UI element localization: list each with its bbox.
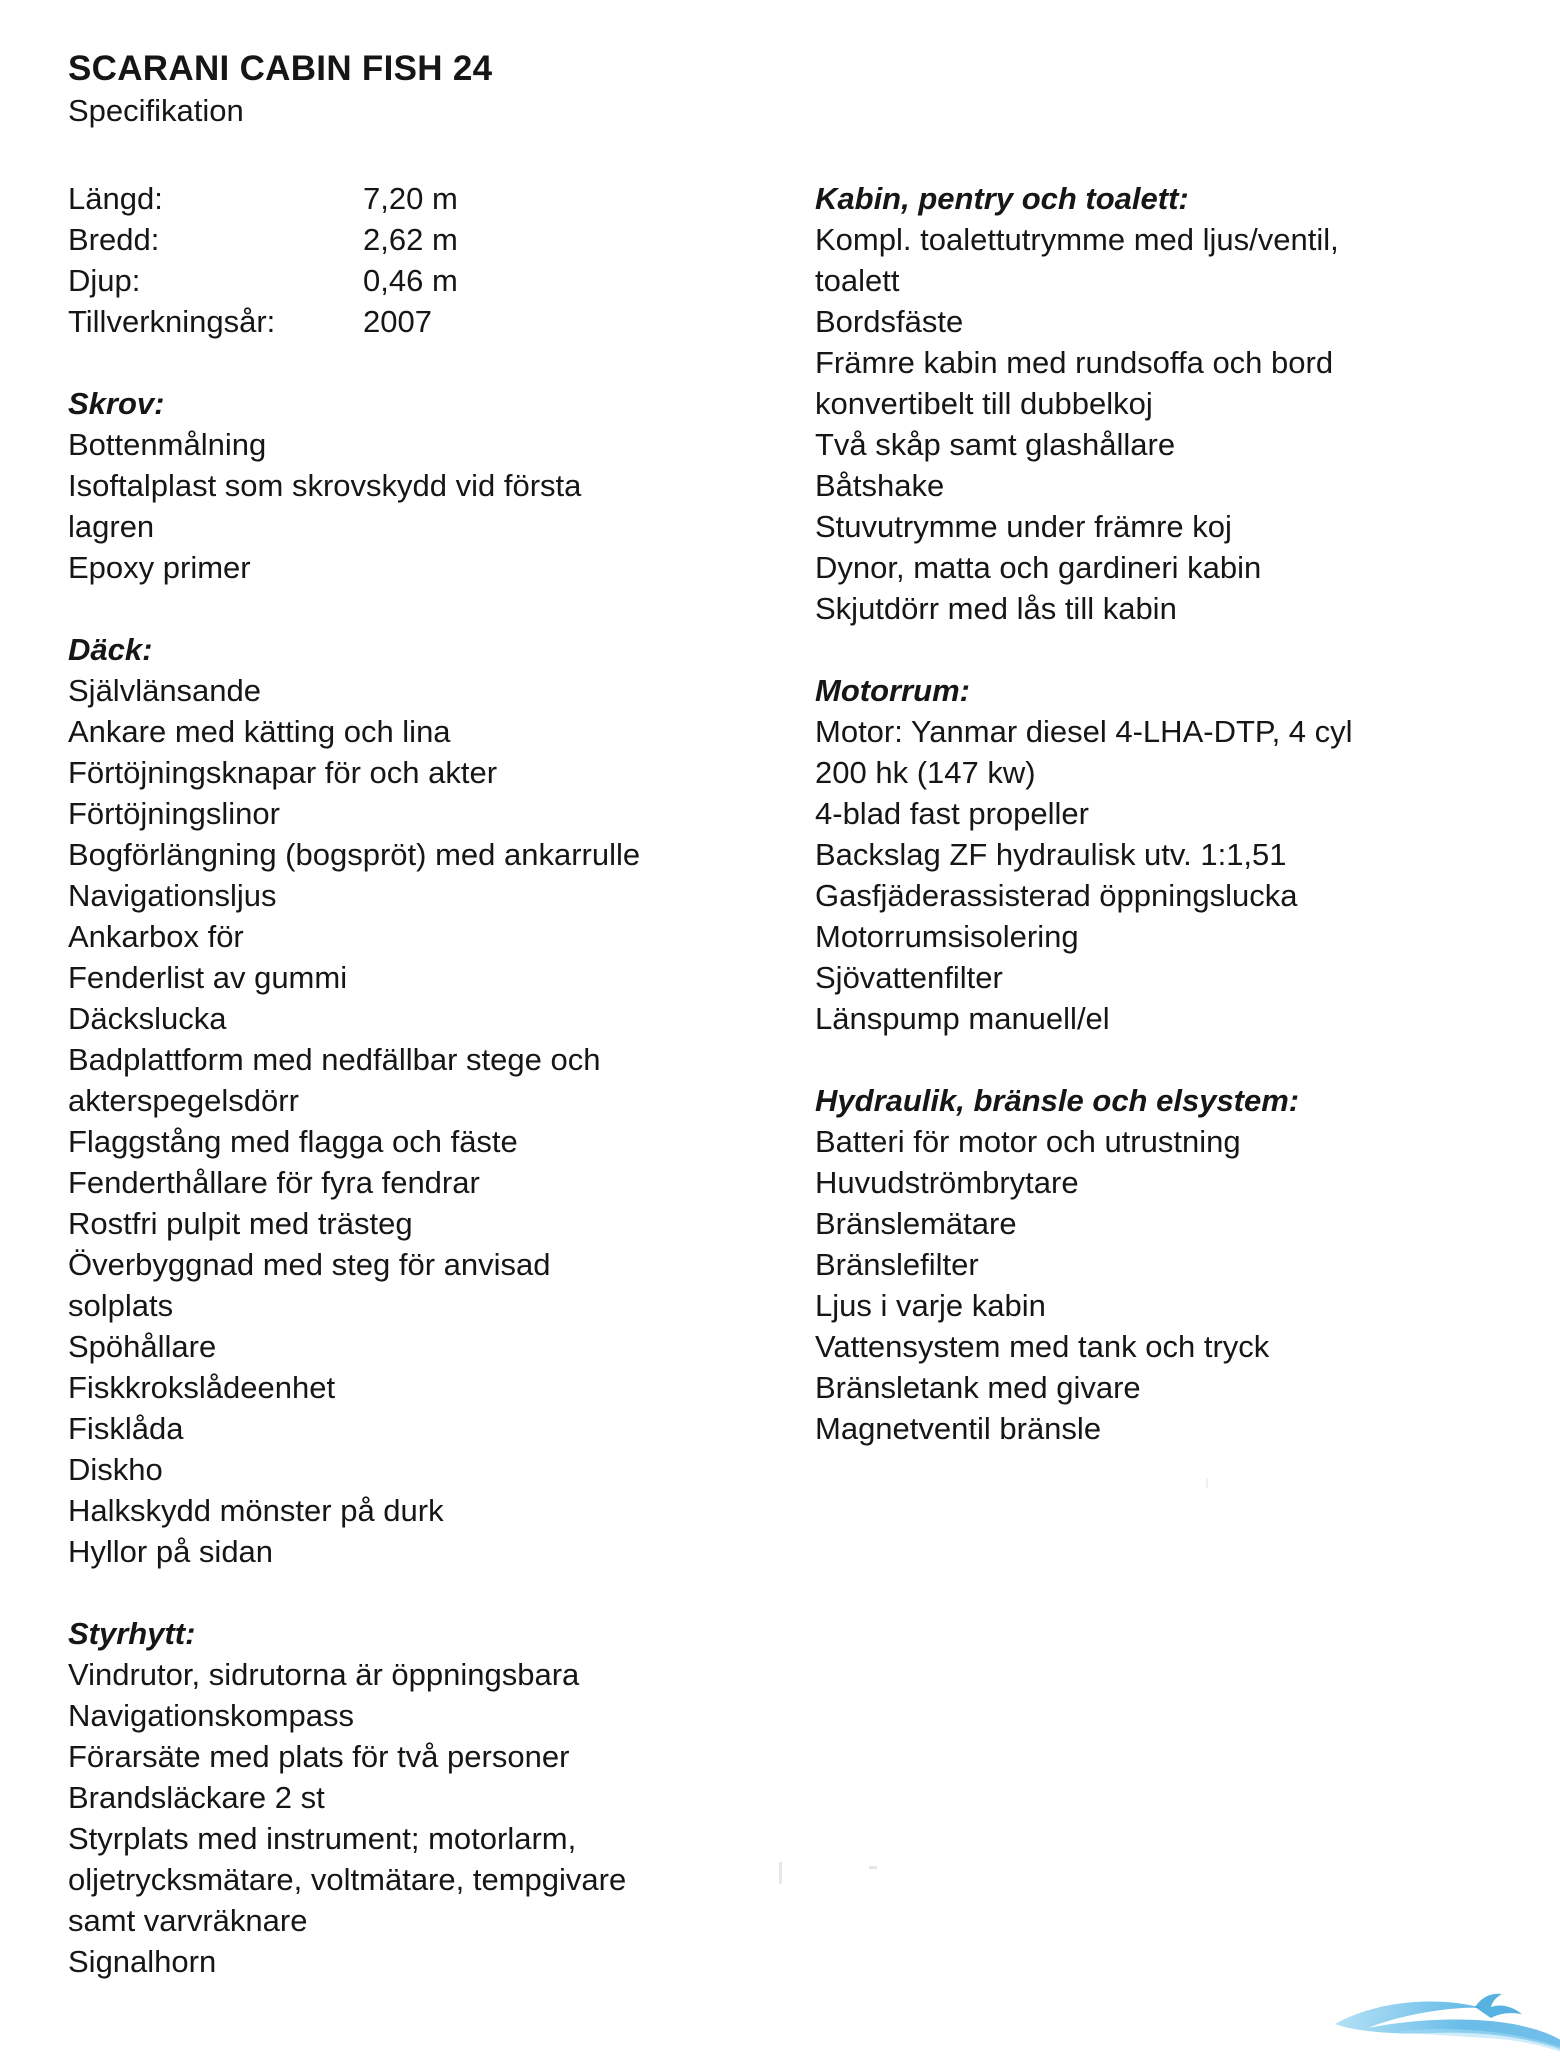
spec-section bbox=[68, 383, 815, 588]
spec-item: Gasfjäderassisterad öppningslucka bbox=[815, 878, 1298, 913]
spec-item: Navigationskompass bbox=[68, 1698, 355, 1733]
spec-item: Hyllor på sidan bbox=[68, 1534, 274, 1569]
spec-item: Vindrutor, sidrutorna är öppningsbara bbox=[68, 1657, 580, 1692]
wave-swoosh-icon bbox=[1333, 1984, 1560, 2054]
spec-value: 2,62 m bbox=[363, 222, 458, 257]
scan-artifact bbox=[779, 1862, 782, 1884]
spec-item: Flaggstång med flagga och fäste bbox=[68, 1124, 518, 1159]
spec-item: Stuvutrymme under främre koj bbox=[815, 509, 1232, 544]
spec-item: Två skåp samt glashållare bbox=[815, 427, 1176, 462]
left-sections bbox=[68, 383, 815, 1982]
spec-item: Vattensystem med tank och tryck bbox=[815, 1329, 1270, 1364]
spec-item: Förarsäte med plats för två personer bbox=[68, 1739, 570, 1774]
spec-item: Isoftalplast som skrovskydd vid första bbox=[68, 468, 582, 503]
spec-item: Länspump manuell/el bbox=[815, 1001, 1110, 1036]
spec-row bbox=[68, 260, 815, 301]
left-column bbox=[68, 178, 815, 1982]
spec-item: Däckslucka bbox=[68, 1001, 227, 1036]
section-heading: Kabin, pentry och toalett: bbox=[815, 181, 1189, 216]
spec-item: Ankare med kätting och lina bbox=[68, 714, 451, 749]
spec-row bbox=[68, 301, 815, 342]
spec-item: toalett bbox=[815, 263, 900, 298]
spec-row bbox=[68, 178, 815, 219]
spec-item: Båtshake bbox=[815, 468, 945, 503]
spec-section bbox=[815, 670, 1515, 1039]
spec-item: Överbyggnad med steg för anvisad bbox=[68, 1247, 551, 1282]
spec-section bbox=[815, 1080, 1515, 1449]
spec-item: Motorrumsisolering bbox=[815, 919, 1079, 954]
spec-item: samt varvräknare bbox=[68, 1903, 308, 1938]
spec-item: Navigationsljus bbox=[68, 878, 277, 913]
spec-item: 200 hk (147 kw) bbox=[815, 755, 1036, 790]
scan-artifact bbox=[1206, 1478, 1208, 1488]
right-column bbox=[815, 178, 1515, 1449]
spec-item: Ljus i varje kabin bbox=[815, 1288, 1046, 1323]
document-header bbox=[68, 48, 1560, 131]
spec-item: Badplattform med nedfällbar stege och bbox=[68, 1042, 601, 1077]
spec-item: Självlänsande bbox=[68, 673, 262, 708]
spec-item: Backslag ZF hydraulisk utv. 1:1,51 bbox=[815, 837, 1287, 872]
spec-item: Kompl. toalettutrymme med ljus/ventil, bbox=[815, 222, 1339, 257]
spec-item: Halkskydd mönster på durk bbox=[68, 1493, 444, 1528]
spec-item: Sjövattenfilter bbox=[815, 960, 1003, 995]
dimensions-table bbox=[68, 178, 815, 342]
spec-item: Motor: Yanmar diesel 4-LHA-DTP, 4 cyl bbox=[815, 714, 1353, 749]
spec-item: Magnetventil bränsle bbox=[815, 1411, 1102, 1446]
spec-section bbox=[815, 178, 1515, 629]
spec-item: Styrplats med instrument; motorlarm, bbox=[68, 1821, 577, 1856]
spec-item: Förtöjningslinor bbox=[68, 796, 280, 831]
spec-section bbox=[68, 1613, 815, 1982]
spec-item: Bränsletank med givare bbox=[815, 1370, 1141, 1405]
right-sections bbox=[815, 178, 1515, 1449]
spec-label: Djup: bbox=[68, 263, 141, 298]
spec-value: 0,46 m bbox=[363, 263, 458, 298]
spec-value: 7,20 m bbox=[363, 181, 458, 216]
spec-item: Dynor, matta och gardineri kabin bbox=[815, 550, 1262, 585]
spec-item: solplats bbox=[68, 1288, 174, 1323]
spec-label: Tillverkningsår: bbox=[68, 304, 276, 339]
section-heading: Hydraulik, bränsle och elsystem: bbox=[815, 1083, 1300, 1118]
spec-section bbox=[68, 629, 815, 1572]
spec-label: Bredd: bbox=[68, 222, 160, 257]
spec-row bbox=[68, 219, 815, 260]
spec-item: Skjutdörr med lås till kabin bbox=[815, 591, 1177, 626]
section-heading: Motorrum: bbox=[815, 673, 970, 708]
scan-artifact bbox=[869, 1866, 877, 1869]
spec-label: Längd: bbox=[68, 181, 163, 216]
spec-item: Bogförlängning (bogspröt) med ankarrulle bbox=[68, 837, 641, 872]
spec-item: Ankarbox för bbox=[68, 919, 244, 954]
spec-item: Fenderlist av gummi bbox=[68, 960, 348, 995]
spec-item: Fenderthållare för fyra fendrar bbox=[68, 1165, 480, 1200]
page-subtitle: Specifikation bbox=[68, 93, 244, 128]
two-column-layout bbox=[68, 178, 1560, 1982]
spec-item: Rostfri pulpit med trästeg bbox=[68, 1206, 413, 1241]
spec-item: Brandsläckare 2 st bbox=[68, 1780, 325, 1815]
spec-item: Spöhållare bbox=[68, 1329, 217, 1364]
spec-item: oljetrycksmätare, voltmätare, tempgivare bbox=[68, 1862, 627, 1897]
page-title: SCARANI CABIN FISH 24 bbox=[68, 49, 493, 88]
spec-item: lagren bbox=[68, 509, 155, 544]
spec-item: Epoxy primer bbox=[68, 550, 251, 585]
spec-item: Signalhorn bbox=[68, 1944, 217, 1979]
spec-item: Fiskkrokslådeenhet bbox=[68, 1370, 336, 1405]
section-heading: Däck: bbox=[68, 632, 153, 667]
spec-item: Främre kabin med rundsoffa och bord bbox=[815, 345, 1334, 380]
spec-item: 4-blad fast propeller bbox=[815, 796, 1089, 831]
spec-item: Batteri för motor och utrustning bbox=[815, 1124, 1241, 1159]
spec-value: 2007 bbox=[363, 304, 432, 339]
spec-item: Bordsfäste bbox=[815, 304, 964, 339]
spec-item: Diskho bbox=[68, 1452, 163, 1487]
spec-item: Förtöjningsknapar för och akter bbox=[68, 755, 498, 790]
spec-item: Huvudströmbrytare bbox=[815, 1165, 1079, 1200]
spec-item: Bränslefilter bbox=[815, 1247, 979, 1282]
spec-item: akterspegelsdörr bbox=[68, 1083, 299, 1118]
section-heading: Styrhytt: bbox=[68, 1616, 196, 1651]
spec-item: Bottenmålning bbox=[68, 427, 267, 462]
section-heading: Skrov: bbox=[68, 386, 165, 421]
spec-item: konvertibelt till dubbelkoj bbox=[815, 386, 1153, 421]
spec-item: Bränslemätare bbox=[815, 1206, 1017, 1241]
spec-item: Fisklåda bbox=[68, 1411, 184, 1446]
